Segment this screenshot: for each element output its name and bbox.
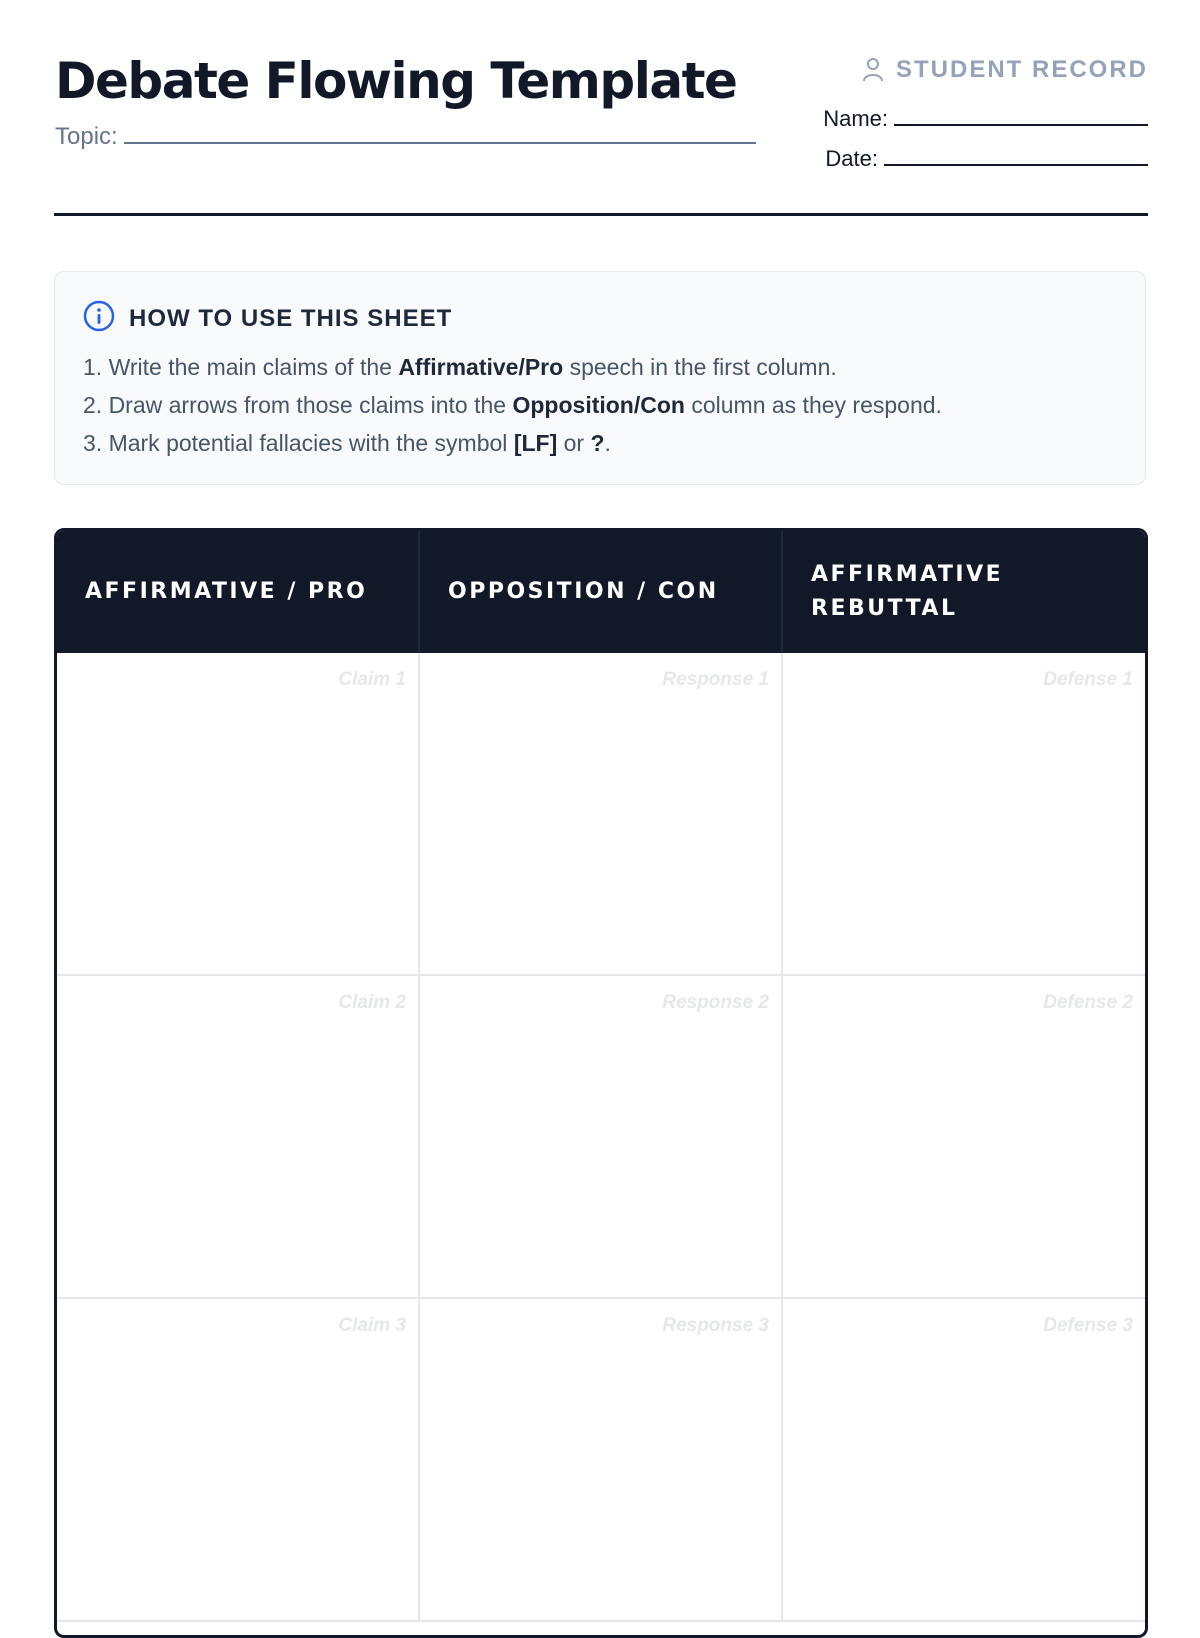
topic-label: Topic: — [55, 123, 118, 150]
cell-placeholder: Response 3 — [662, 1315, 769, 1336]
cell-placeholder: Claim 1 — [338, 669, 406, 690]
flow-cell[interactable] — [420, 976, 783, 1297]
flow-cell[interactable] — [420, 653, 783, 974]
flow-cell[interactable] — [783, 1299, 1145, 1620]
cell-placeholder: Defense 1 — [1043, 669, 1133, 690]
column-header-affirmative: AFFIRMATIVE / PRO — [57, 531, 420, 653]
flow-cell[interactable] — [57, 653, 420, 974]
date-field — [825, 144, 1148, 172]
instructions-header — [83, 300, 452, 337]
topic-field — [55, 120, 756, 151]
flow-cell[interactable] — [783, 653, 1145, 974]
cell-placeholder: Response 1 — [662, 669, 769, 690]
name-label: Name: — [823, 106, 888, 131]
instruction-step: 3. Mark potential fallacies with the symbol [LF] or ?. — [83, 430, 611, 456]
flow-cell[interactable] — [57, 976, 420, 1297]
instructions-list — [83, 348, 942, 462]
topic-blank-line — [124, 120, 756, 144]
cell-placeholder: Response 2 — [662, 992, 769, 1013]
user-icon — [862, 57, 884, 83]
flow-cell[interactable] — [783, 976, 1145, 1297]
date-blank-line — [884, 144, 1148, 166]
flow-table — [54, 528, 1148, 1638]
flow-cell[interactable] — [420, 1299, 783, 1620]
info-icon — [83, 300, 115, 337]
column-header-opposition: OPPOSITION / CON — [420, 531, 783, 653]
cell-placeholder: Defense 3 — [1043, 1315, 1133, 1336]
flow-header-row — [57, 531, 1145, 653]
flow-row — [57, 653, 1145, 976]
cell-placeholder: Claim 3 — [338, 1315, 406, 1336]
instruction-step: 1. Write the main claims of the Affirmative/Pro speech in the first column. — [83, 354, 837, 380]
header-divider — [54, 213, 1148, 216]
cell-placeholder: Claim 2 — [338, 992, 406, 1013]
flow-row — [57, 1299, 1145, 1622]
name-field — [823, 104, 1148, 132]
page-title: Debate Flowing Template — [55, 52, 737, 110]
cell-placeholder: Defense 2 — [1043, 992, 1133, 1013]
flow-cell[interactable] — [57, 1299, 420, 1620]
name-blank-line — [894, 104, 1148, 126]
student-record-label: STUDENT RECORD — [895, 56, 1148, 83]
student-record-heading — [862, 56, 1148, 84]
instructions-title: HOW TO USE THIS SHEET — [129, 304, 453, 332]
column-header-rebuttal: AFFIRMATIVE REBUTTAL — [811, 562, 1004, 621]
flow-row — [57, 976, 1145, 1299]
instructions-box — [54, 271, 1146, 485]
date-label: Date: — [825, 146, 878, 171]
instruction-step: 2. Draw arrows from those claims into the Opposition/Con column as they respond. — [83, 392, 942, 418]
